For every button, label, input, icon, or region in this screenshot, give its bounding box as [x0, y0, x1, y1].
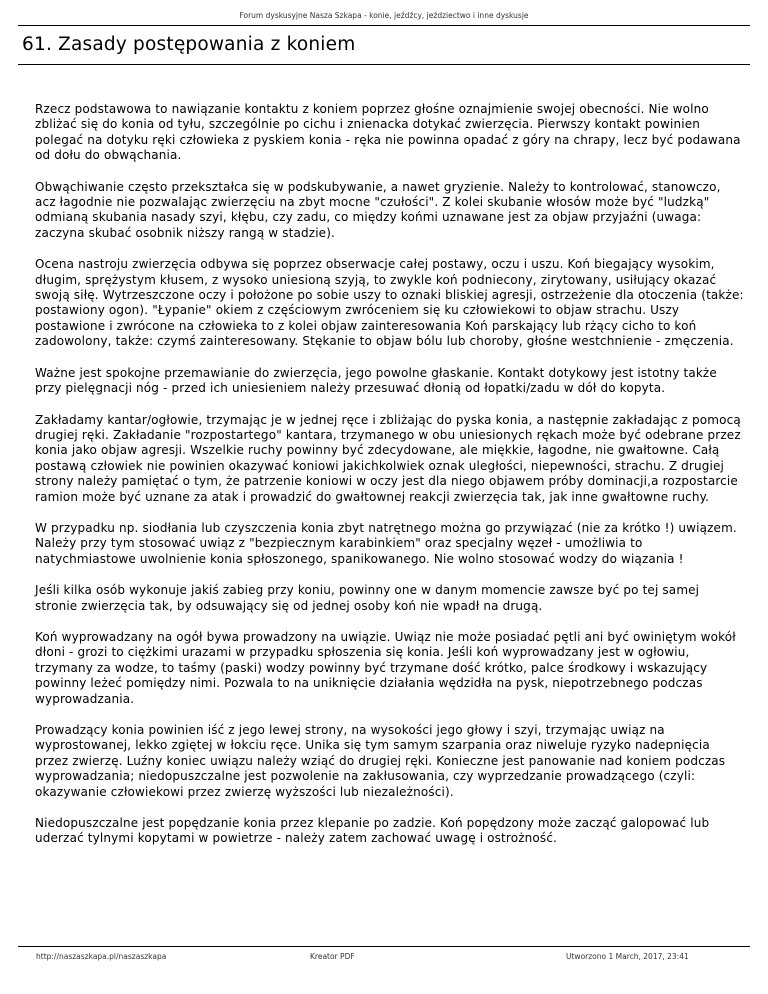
paragraph: Obwąchiwanie często przekształca się w podskubywanie, a nawet gryzienie. Należy to kontrolować, stanowczo, acz łagodnie nie pozwalając zwierzęciu na zbyt mocne "czułości". Z kolei skubanie włosów może być "ludzką" odmianą skubania nasady szyi, kłębu, czy zadu, co między końmi uznawane jest za objaw przyjaźni (uwaga: zaczyna skubać osobnik niższy rangą w stadzie).	[35, 179, 721, 240]
paragraph: Zakładamy kantar/ogłowie, trzymając je w jednej ręce i zbliżając do pyska konia, a następnie zakładając z pomocą drugiej ręki. Zakładanie "rozpostartego" kantara, trzymanego w obu uniesionych rękach może być odebrane przez konia jako objaw agresji. Wszelkie ruchy powinny być zdecydowane, ale miękkie, łagodne, nie gwałtowne. Całą postawą człowiek nie powinien okazywać koniowi jakichkolwiek oznak uległości, niepewności, strachu. Z drugiej strony należy pamiętać o tym, że patrzenie koniowi w oczy jest dla niego objawem próby dominacji,a rozpostarcie ramion może być uznane za atak i prowadzić do gwałtownej reakcji zwierzęcia tak, jak inne gwałtowne ruchy.	[35, 412, 741, 504]
paragraph: Ocena nastroju zwierzęcia odbywa się poprzez obserwacje całej postawy, oczu i uszu. Koń biegający wysokim, długim, sprężystym kłusem, z wysoko uniesioną szyją, to zwykle koń podniecony, zirytowany, usiłujący okazać swoją siłę. Wytrzeszczone oczy i położone po sobie uszy to oznaki bliskiej agresji, ostrzeżenie dla otoczenia (także: postawiony ogon). "Łypanie" okiem z częściowym zwróceniem się ku człowiekowi to objaw strachu. Uszy postawione i zwrócone na człowieka to z kolei objaw zainteresowania Koń parskający lub rżący cicho to koń zadowolony, także: czymś zainteresowany. Stękanie to objaw bólu lub choroby, głośne westchnienie - zmęczenia.	[35, 257, 744, 349]
paragraph: Rzecz podstawowa to nawiązanie kontaktu z koniem poprzez głośne oznajmienie swojej obecności. Nie wolno zbliżać się do konia od tyłu, szczególnie po cichu i znienacka dotykać zwierzęcia. Pierwszy kontakt powinien polegać na dotyku ręki człowieka z pyskiem konia - ręka nie powinna opadać z góry na chrapy, lecz być podawana od dołu do obwąchania.	[35, 102, 741, 163]
article-body	[35, 102, 745, 863]
paragraph: Prowadzący konia powinien iść z jego lewej strony, na wysokości jego głowy i szyi, trzymając uwiąz na wyprostowanej, lekko zgiętej w łokciu ręce. Unika się tym samym szarpania oraz niweluje ryzyko nadepnięcia przez zwierzę. Luźny koniec uwiązu należy wziąć do drugiej ręki. Konieczne jest panowanie nad koniem podczas wyprowadzania; niedopuszczalne jest pozwolenie na zakłusowania, czy wyprzedzanie prowadzącego (czyli: okazywanie człowiekowi przez zwierzę wyższości lub niezależności).	[35, 723, 726, 799]
paragraph: Koń wyprowadzany na ogół bywa prowadzony na uwiązie. Uwiąz nie może posiadać pętli ani być owiniętym wokół dłoni - grozi to ciężkimi urazami w przypadku spłoszenia się konia. Jeśli koń wyprowadzany jest w ogłowiu, trzymany za wodze, to taśmy (paski) wodzy powinny być trzymane dość krótko, palce środkowy i wskazujący powinny leżeć pomiędzy nimi. Pozwala to na uniknięcie działania wędzidła na pysk, niepotrzebnego podczas wyprowadzania.	[35, 629, 736, 706]
header-divider	[18, 25, 750, 26]
article-title: 61. Zasady postępowania z koniem	[22, 34, 356, 55]
paragraph: W przypadku np. siodłania lub czyszczenia konia zbyt natrętnego można go przywiązać (nie za krótko !) uwiązem. Należy przy tym stosować uwiąz z "bezpiecznym karabinkiem" oraz specjalny węzeł - umożliwia to natychmiastowe uwolnienie konia spłoszonego, spanikowanego. Nie wolno stosować wodzy do wiązania !	[35, 520, 737, 566]
footer-url: http://naszaszkapa.pl/naszaszkapa	[36, 952, 167, 961]
paragraph: Niedopuszczalne jest popędzanie konia przez klepanie po zadzie. Koń popędzony może zacząć galopować lub uderzać tylnymi kopytami w powietrze - należy zatem zachować uwagę i ostrożność.	[35, 816, 710, 846]
title-divider	[18, 64, 750, 65]
footer-generator: Kreator PDF	[310, 952, 355, 961]
footer-divider	[18, 946, 750, 947]
site-title: Forum dyskusyjne Nasza Szkapa - konie, jeźdźcy, jeździectwo i inne dyskusje	[239, 11, 529, 20]
footer-created-date: Utworzono 1 March, 2017, 23:41	[566, 952, 689, 961]
paragraph: Ważne jest spokojne przemawianie do zwierzęcia, jego powolne głaskanie. Kontakt dotykowy jest istotny także przy pielęgnacji nóg - przed ich uniesieniem należy przesuwać dłonią od łopatki/zadu w dół do kopyta.	[35, 365, 717, 396]
page-footer	[0, 952, 768, 966]
page-header	[0, 11, 768, 20]
paragraph: Jeśli kilka osób wykonuje jakiś zabieg przy koniu, powinny one w danym momencie zawsze być po tej samej stronie zwierzęcia tak, by odsuwający się od jednej osoby koń nie wpadł na drugą.	[35, 583, 700, 613]
